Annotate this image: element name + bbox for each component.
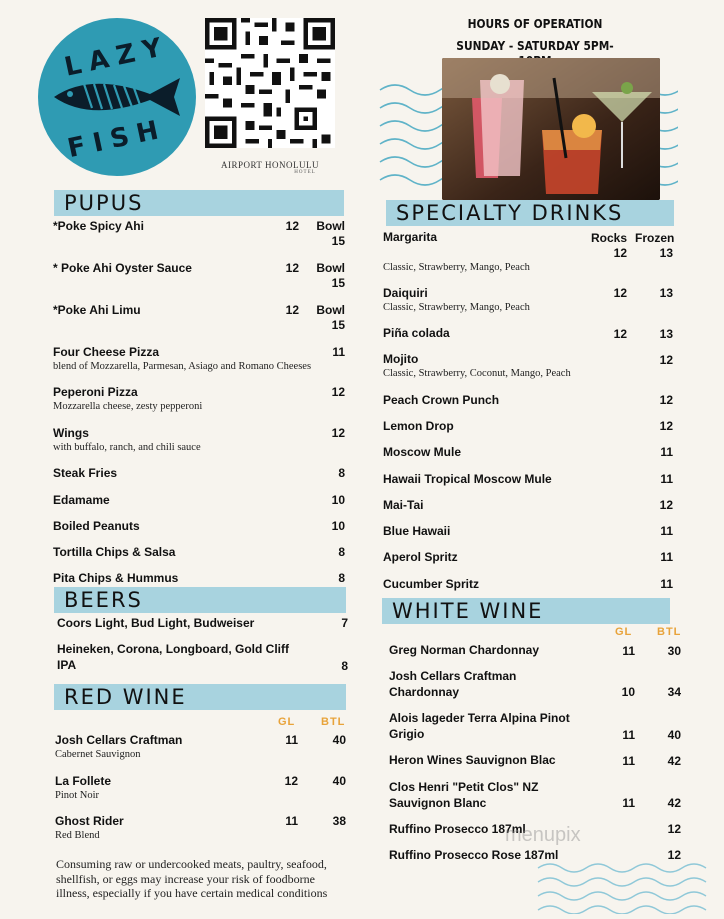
drink-frozen-price: 12 bbox=[659, 353, 673, 367]
lazy-fish-logo bbox=[38, 18, 196, 176]
menu-item-desc: with buffalo, ranch, and chili sauce bbox=[53, 442, 201, 453]
drink-name: Mai-Tai bbox=[383, 498, 424, 512]
drink-frozen-price: 13 bbox=[659, 327, 673, 341]
menu-item-price: 12 bbox=[331, 385, 345, 399]
menu-item-name: Coors Light, Bud Light, Budweiser bbox=[57, 616, 255, 630]
drink-rocks-price: 12 bbox=[613, 327, 627, 341]
menu-item-price: 8 bbox=[338, 571, 345, 585]
bowl-price: 15 bbox=[331, 276, 345, 290]
wine-btl-price: 12 bbox=[667, 848, 681, 862]
wine-gl-price: 11 bbox=[622, 754, 635, 768]
qr-code[interactable] bbox=[205, 18, 335, 148]
wine-name: Josh Cellars Craftman bbox=[389, 669, 517, 683]
wine-desc: Pinot Noir bbox=[55, 790, 100, 801]
wine-name: Heron Wines Sauvignon Blac bbox=[389, 753, 556, 767]
menu-item-price: 7 bbox=[341, 616, 348, 630]
drink-name: Aperol Spritz bbox=[383, 550, 458, 564]
column-header-gl: GL bbox=[615, 626, 633, 638]
menu-item-price: 11 bbox=[332, 345, 345, 359]
menu-item-price: 8 bbox=[338, 545, 345, 559]
logo-text-top: LAZY bbox=[61, 31, 173, 83]
wine-btl-price: 30 bbox=[667, 644, 681, 658]
menu-item-name: Four Cheese Pizza bbox=[53, 345, 160, 359]
wine-name: Josh Cellars Craftman bbox=[55, 733, 183, 747]
bowl-label: Bowl bbox=[316, 303, 345, 317]
section-header-specialty-drinks: SPECIALTY DRINKS bbox=[386, 200, 674, 226]
wine-btl-price: 38 bbox=[332, 814, 346, 828]
drink-name: Piña colada bbox=[383, 326, 450, 340]
wine-gl-price: 11 bbox=[285, 733, 298, 747]
menu-item-name: Steak Fries bbox=[53, 466, 118, 480]
menu-item-name: Tortilla Chips & Salsa bbox=[53, 545, 176, 559]
hotel-name: AIRPORT HONOLULU bbox=[220, 160, 320, 170]
drink-desc: Classic, Strawberry, Coconut, Mango, Peach bbox=[383, 368, 571, 379]
drink-name: Mojito bbox=[383, 352, 419, 366]
wine-btl-price: 42 bbox=[667, 796, 681, 810]
menu-item-desc: Mozzarella cheese, zesty pepperoni bbox=[53, 401, 203, 412]
drink-frozen-price: 13 bbox=[659, 286, 673, 300]
drink-name: Moscow Mule bbox=[383, 445, 462, 459]
hours-schedule: SUNDAY - SATURDAY 5PM- bbox=[456, 38, 614, 53]
menu-item-name: Heineken, Corona, Longboard, Gold Cliff bbox=[57, 642, 290, 656]
menu-item-price: 8 bbox=[341, 659, 348, 673]
menu-item-name: Peperoni Pizza bbox=[53, 385, 138, 399]
column-header-rocks: Rocks bbox=[591, 231, 628, 245]
bowl-label: Bowl bbox=[316, 219, 345, 233]
bowl-price: 15 bbox=[331, 318, 345, 332]
wine-name: Clos Henri "Petit Clos" NZ bbox=[389, 780, 539, 794]
wave-decoration-bottom bbox=[536, 858, 716, 914]
drink-frozen-price: 11 bbox=[660, 524, 673, 538]
column-header-frozen: Frozen bbox=[635, 231, 675, 245]
wine-name: Alois lageder Terra Alpina Pinot bbox=[389, 711, 570, 725]
menu-item-price: 12 bbox=[285, 219, 299, 233]
wine-gl-price: 11 bbox=[622, 796, 635, 810]
menu-item-name: * Poke Ahi Oyster Sauce bbox=[53, 261, 192, 275]
wine-btl-price: 40 bbox=[332, 774, 346, 788]
column-header-gl: GL bbox=[278, 716, 296, 728]
menu-item-name: Wings bbox=[53, 426, 89, 440]
menu-item-desc: blend of Mozzarella, Parmesan, Asiago and Romano Cheeses bbox=[53, 361, 312, 372]
drink-name: Blue Hawaii bbox=[383, 524, 451, 538]
wine-name-line2: Grigio bbox=[389, 727, 425, 741]
wine-btl-price: 42 bbox=[667, 754, 681, 768]
column-header-btl: BTL bbox=[321, 716, 346, 728]
menu-item-price: 12 bbox=[285, 261, 299, 275]
menu-item-price: 12 bbox=[285, 303, 299, 317]
menupix-watermark: menupix bbox=[505, 824, 581, 846]
menu-item-name: *Poke Ahi Limu bbox=[53, 303, 141, 317]
drink-name: Cucumber Spritz bbox=[383, 577, 480, 591]
drink-desc: Classic, Strawberry, Mango, Peach bbox=[383, 302, 530, 313]
drink-frozen-price: 12 bbox=[659, 393, 673, 407]
bowl-label: Bowl bbox=[316, 261, 345, 275]
hotel-logo bbox=[205, 160, 335, 175]
menu-item-price: 10 bbox=[331, 493, 345, 507]
drink-name: Daiquiri bbox=[383, 286, 428, 300]
wine-name-line2: Sauvignon Blanc bbox=[389, 796, 487, 810]
drink-name: Peach Crown Punch bbox=[383, 393, 500, 407]
drink-name: Hawaii Tropical Moscow Mule bbox=[383, 472, 552, 486]
wine-btl-price: 40 bbox=[332, 733, 346, 747]
drink-name: Lemon Drop bbox=[383, 419, 454, 433]
wine-name: Ghost Rider bbox=[55, 814, 124, 828]
drink-frozen-price: 12 bbox=[659, 419, 673, 433]
drink-frozen-price: 11 bbox=[660, 472, 673, 486]
wine-name: Greg Norman Chardonnay bbox=[389, 643, 540, 657]
drink-desc: Classic, Strawberry, Mango, Peach bbox=[383, 262, 530, 273]
drink-rocks-price: 12 bbox=[613, 286, 627, 300]
wine-btl-price: 40 bbox=[667, 728, 681, 742]
bowl-price: 15 bbox=[331, 234, 345, 248]
wine-gl-price: 11 bbox=[622, 728, 635, 742]
cocktail-photo bbox=[442, 58, 660, 200]
menu-item-name-line2: IPA bbox=[57, 658, 77, 672]
wine-btl-price: 12 bbox=[667, 822, 681, 836]
drink-frozen-price: 11 bbox=[660, 445, 673, 459]
wine-gl-price: 12 bbox=[284, 774, 298, 788]
hotel-sub: HOTEL bbox=[294, 170, 316, 175]
wine-desc: Cabernet Sauvignon bbox=[55, 749, 141, 760]
menu-item-name: Pita Chips & Hummus bbox=[53, 571, 179, 585]
wine-gl-price: 11 bbox=[622, 644, 635, 658]
specialty-list bbox=[383, 230, 675, 590]
drink-frozen-price: 12 bbox=[659, 498, 673, 512]
wine-name-line2: Chardonnay bbox=[389, 685, 460, 699]
column-header-btl: BTL bbox=[657, 626, 682, 638]
menu-item-price: 8 bbox=[338, 466, 345, 480]
wine-name: Ruffino Prosecco 187ml bbox=[389, 822, 526, 836]
section-header-red-wine: RED WINE bbox=[54, 684, 346, 710]
wine-desc: Red Blend bbox=[55, 830, 100, 841]
drink-name: Margarita bbox=[383, 230, 438, 244]
drink-frozen-price: 11 bbox=[660, 577, 673, 591]
menu-item-name: Boiled Peanuts bbox=[53, 519, 140, 533]
wine-name: La Follete bbox=[55, 774, 112, 788]
wine-name: Ruffino Prosecco Rose 187ml bbox=[389, 848, 559, 862]
section-header-beers: BEERS bbox=[54, 587, 346, 613]
section-header-white-wine: WHITE WINE bbox=[382, 598, 670, 624]
wine-gl-price: 10 bbox=[621, 685, 635, 699]
wine-gl-price: 11 bbox=[285, 814, 298, 828]
wine-btl-price: 34 bbox=[667, 685, 681, 699]
menu-item-price: 10 bbox=[331, 519, 345, 533]
menu-item-price: 12 bbox=[331, 426, 345, 440]
logo-text-bottom: FISH bbox=[65, 113, 169, 165]
hours-title: HOURS OF OPERATION bbox=[467, 16, 603, 31]
food-safety-disclaimer: Consuming raw or undercooked meats, paultry, seafood, shellfish, or eggs may increase your risk of foodborne illness, especially if you have certain medical conditions bbox=[56, 857, 328, 900]
section-header-pupus: PUPUS bbox=[54, 190, 344, 216]
menu-item-name: Edamame bbox=[53, 493, 110, 507]
drink-frozen-price: 13 bbox=[659, 246, 673, 260]
drink-rocks-price: 12 bbox=[613, 246, 627, 260]
drink-frozen-price: 11 bbox=[660, 550, 673, 564]
menu-item-name: *Poke Spicy Ahi bbox=[53, 219, 144, 233]
